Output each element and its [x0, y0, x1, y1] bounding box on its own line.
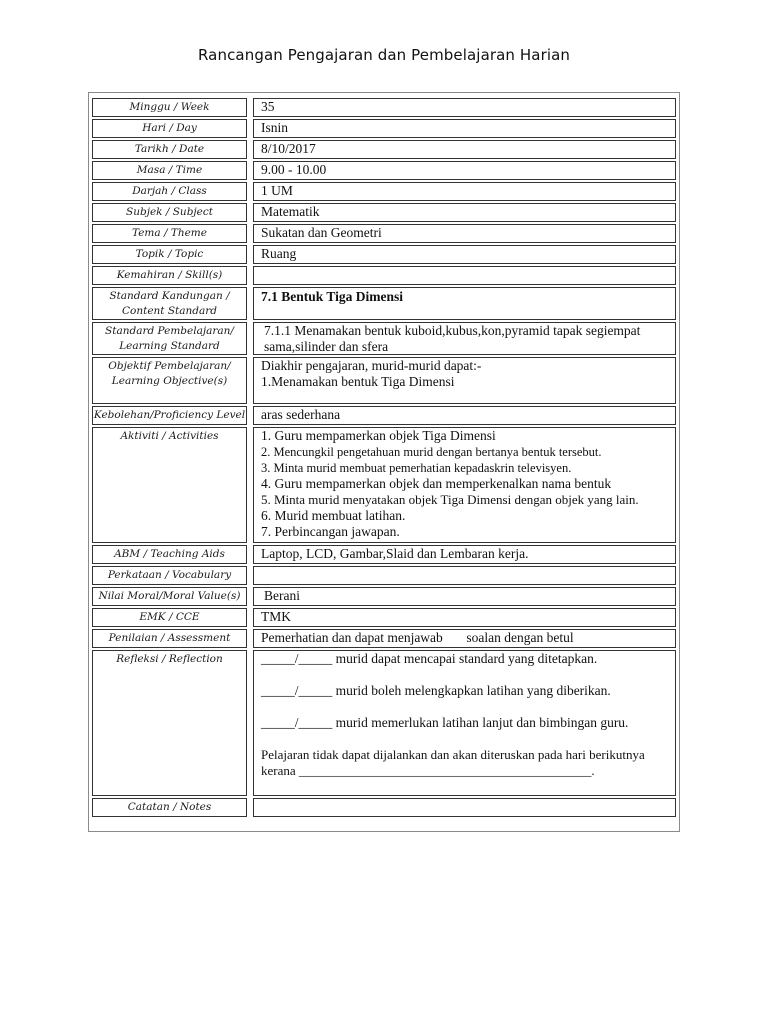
value-day: Isnin	[253, 119, 676, 138]
value-subject: Matematik	[253, 203, 676, 222]
reflection-line: _____/_____ murid boleh melengkapkan latihan yang diberikan.	[261, 683, 611, 698]
activity-item: 3. Minta murid membuat pemerhatian kepadaskrin televisyen.	[261, 461, 572, 475]
reflection-line: Pelajaran tidak dapat dijalankan dan akan diteruskan pada hari berikutnya kerana _____________________________________________.	[261, 747, 645, 778]
value-vocabulary	[253, 566, 676, 585]
row-reflection	[92, 650, 676, 796]
value-class: 1 UM	[253, 182, 676, 201]
activity-item: 4. Guru mempamerkan objek dan memperkenalkan nama bentuk	[261, 476, 612, 491]
value-theme: Sukatan dan Geometri	[253, 224, 676, 243]
label-reflection: Refleksi / Reflection	[92, 650, 247, 796]
label-week: Minggu / Week	[92, 98, 247, 117]
objective-item-1: 1.Menamakan bentuk Tiga Dimensi	[261, 374, 455, 389]
value-week: 35	[253, 98, 676, 117]
label-cce: EMK / CCE	[92, 608, 247, 627]
label-moral-values: Nilai Moral/Moral Value(s)	[92, 587, 247, 606]
reflection-line: _____/_____ murid dapat mencapai standard yang ditetapkan.	[261, 651, 598, 666]
row-topic	[92, 245, 676, 264]
value-learning-objective	[253, 357, 676, 404]
activity-item: 7. Perbincangan jawapan.	[261, 524, 400, 539]
label-theme: Tema / Theme	[92, 224, 247, 243]
label-content-standard-line2: Content Standard	[121, 305, 218, 317]
label-class: Darjah / Class	[92, 182, 247, 201]
label-day: Hari / Day	[92, 119, 247, 138]
label-date: Tarikh / Date	[92, 140, 247, 159]
value-assessment: Pemerhatian dan dapat menjawab soalan dengan betul	[253, 629, 676, 648]
activity-item: 6. Murid membuat latihan.	[261, 508, 406, 523]
activity-item: 2. Mencungkil pengetahuan murid dengan bertanya bentuk tersebut.	[261, 445, 602, 459]
label-assessment: Penilaian / Assessment	[92, 629, 247, 648]
row-week	[92, 98, 676, 117]
label-learning-standard	[92, 322, 247, 355]
row-notes	[92, 798, 676, 817]
value-moral-values: Berani	[253, 587, 676, 606]
label-content-standard	[92, 287, 247, 320]
row-moral-values	[92, 587, 676, 606]
value-reflection	[253, 650, 676, 796]
row-skills	[92, 266, 676, 285]
label-learning-standard-line1: Standard Pembelajaran/	[105, 325, 234, 337]
objective-intro: Diakhir pengajaran, murid-murid dapat:-	[261, 358, 482, 373]
row-subject	[92, 203, 676, 222]
row-content-standard	[92, 287, 676, 320]
label-skills: Kemahiran / Skill(s)	[92, 266, 247, 285]
label-activities: Aktiviti / Activities	[92, 427, 247, 543]
value-topic: Ruang	[253, 245, 676, 264]
label-learning-objective	[92, 357, 247, 404]
label-content-standard-line1: Standard Kandungan /	[109, 290, 230, 302]
row-vocabulary	[92, 566, 676, 585]
activity-item: 1. Guru mempamerkan objek Tiga Dimensi	[261, 428, 496, 443]
page-title: Rancangan Pengajaran dan Pembelajaran Harian	[197, 46, 571, 64]
value-learning-standard: 7.1.1 Menamakan bentuk kuboid,kubus,kon,pyramid tapak segiempat sama,silinder dan sfera	[253, 322, 676, 355]
value-time: 9.00 - 10.00	[253, 161, 676, 180]
row-teaching-aids	[92, 545, 676, 564]
row-learning-standard	[92, 322, 676, 355]
row-assessment	[92, 629, 676, 648]
value-cce: TMK	[253, 608, 676, 627]
label-teaching-aids: ABM / Teaching Aids	[92, 545, 247, 564]
label-proficiency: Kebolehan/Proficiency Level	[92, 406, 247, 425]
value-activities	[253, 427, 676, 543]
label-learning-objective-line1: Objektif Pembelajaran/	[108, 360, 231, 372]
value-skills	[253, 266, 676, 285]
label-vocabulary: Perkataan / Vocabulary	[92, 566, 247, 585]
row-time	[92, 161, 676, 180]
activity-item: 5. Minta murid menyatakan objek Tiga Dimensi dengan objek yang lain.	[261, 492, 639, 507]
label-subject: Subjek / Subject	[92, 203, 247, 222]
label-learning-objective-line2: Learning Objective(s)	[111, 375, 228, 387]
lesson-plan-table	[92, 96, 676, 819]
row-activities	[92, 427, 676, 543]
row-day	[92, 119, 676, 138]
row-cce	[92, 608, 676, 627]
row-class	[92, 182, 676, 201]
label-topic: Topik / Topic	[92, 245, 247, 264]
value-date: 8/10/2017	[253, 140, 676, 159]
value-content-standard: 7.1 Bentuk Tiga Dimensi	[253, 287, 676, 320]
label-learning-standard-line2: Learning Standard	[119, 340, 220, 352]
label-time: Masa / Time	[92, 161, 247, 180]
label-notes: Catatan / Notes	[92, 798, 247, 817]
value-teaching-aids: Laptop, LCD, Gambar,Slaid dan Lembaran kerja.	[253, 545, 676, 564]
value-notes	[253, 798, 676, 817]
row-date	[92, 140, 676, 159]
value-proficiency: aras sederhana	[253, 406, 676, 425]
reflection-line: _____/_____ murid memerlukan latihan lanjut dan bimbingan guru.	[261, 715, 629, 730]
row-theme	[92, 224, 676, 243]
row-learning-objective	[92, 357, 676, 404]
row-proficiency	[92, 406, 676, 425]
